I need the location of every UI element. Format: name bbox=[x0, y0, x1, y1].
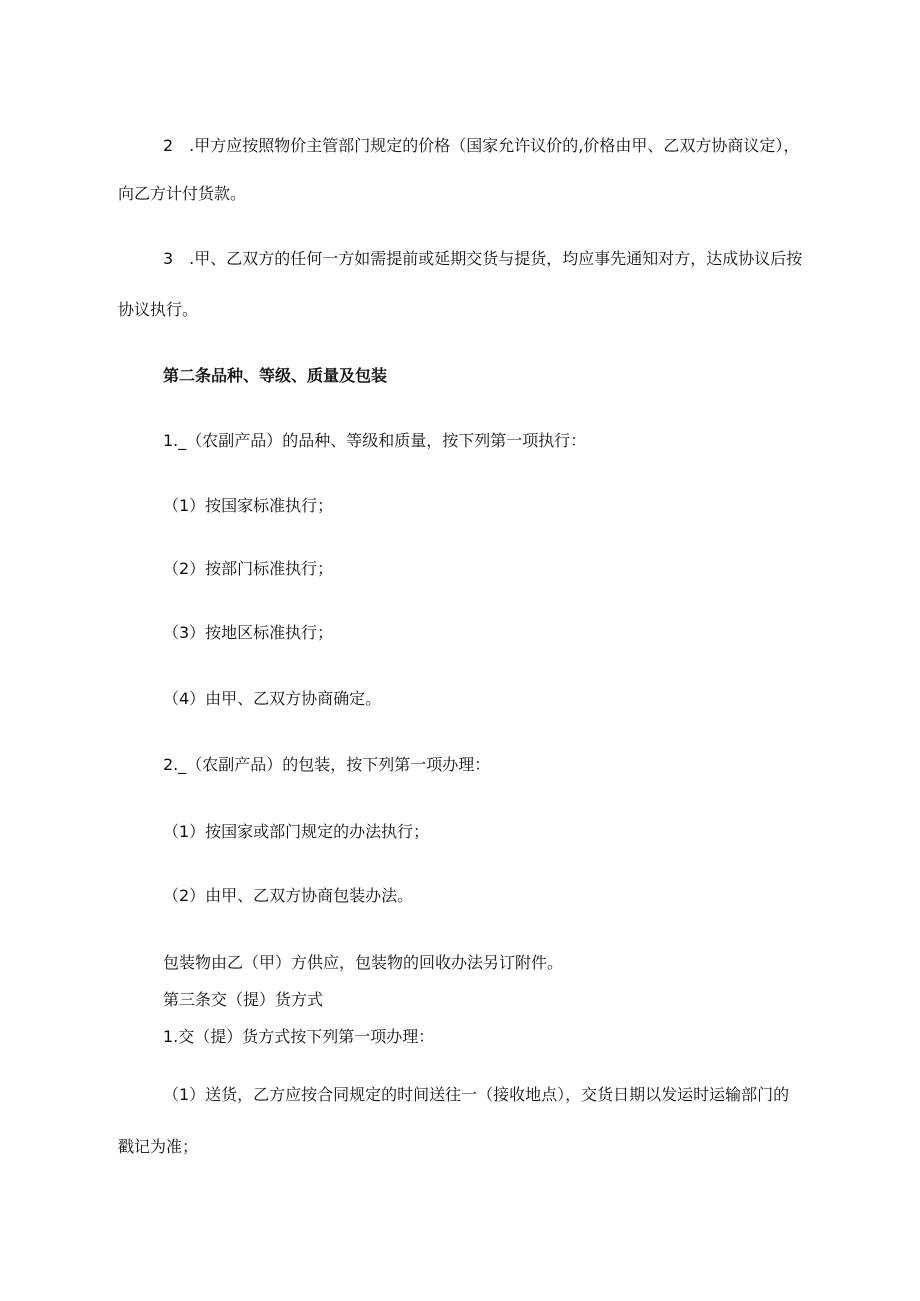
paragraph-line: 2 .甲方应按照物价主管部门规定的价格（国家允许议价的,价格由甲、乙双方协商议定）， bbox=[163, 136, 800, 155]
section-heading: 第三条交（提）货方式 bbox=[163, 990, 324, 1009]
paragraph-line: 戳记为准； bbox=[118, 1137, 199, 1156]
paragraph-line: 包装物由乙（甲）方供应，包装物的回收办法另订附件。 bbox=[163, 953, 564, 972]
list-item: （3）按地区标准执行； bbox=[163, 623, 334, 642]
paragraph-line: 1._（农副产品）的品种、等级和质量，按下列第一项执行： bbox=[163, 431, 587, 450]
list-item: （1）按国家标准执行； bbox=[163, 496, 334, 515]
paragraph-line: 协议执行。 bbox=[118, 300, 199, 319]
list-item: （4）由甲、乙双方协商确定。 bbox=[163, 689, 382, 708]
paragraph-line: 1.交（提）货方式按下列第一项办理： bbox=[163, 1027, 435, 1046]
list-item: （1）送货，乙方应按合同规定的时间送往一（接收地点），交货日期以发运时运输部门的 bbox=[163, 1085, 790, 1104]
paragraph-line: 3 .甲、乙双方的任何一方如需提前或延期交货与提货，均应事先通知对方，达成协议后按 bbox=[163, 249, 803, 268]
list-item: （2）由甲、乙双方协商包装办法。 bbox=[163, 886, 414, 905]
list-item: （2）按部门标准执行； bbox=[163, 559, 334, 578]
list-item: （1）按国家或部门规定的办法执行； bbox=[163, 822, 430, 841]
paragraph-line: 2._（农副产品）的包装，按下列第一项办理： bbox=[163, 755, 491, 774]
section-heading: 第二条品种、等级、质量及包装 bbox=[163, 366, 388, 385]
paragraph-line: 向乙方计付货款。 bbox=[118, 184, 247, 203]
